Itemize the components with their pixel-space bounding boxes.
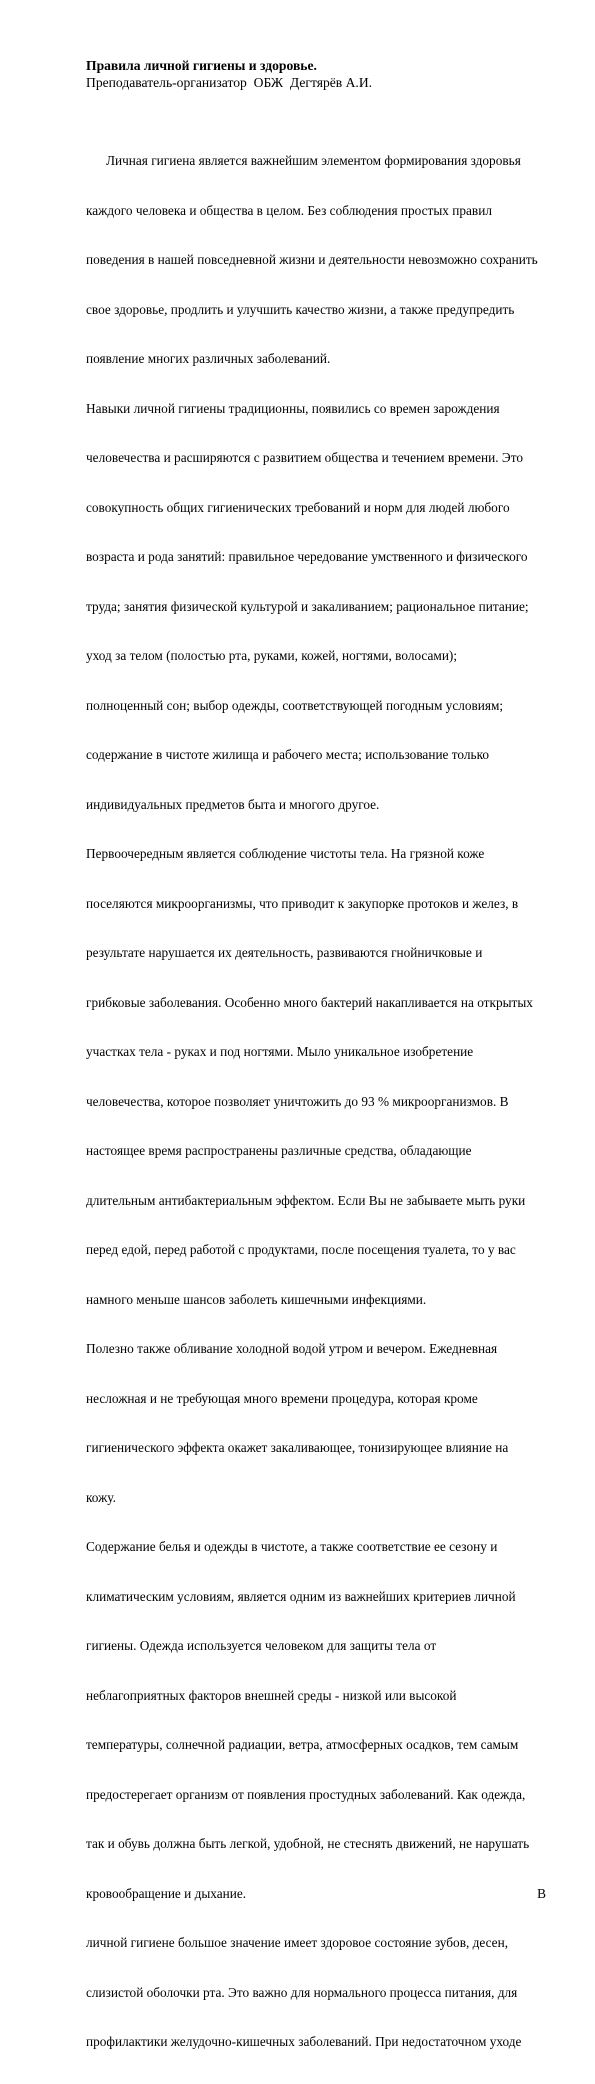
- text-line: совокупность общих гигиенических требований и норм для людей любого: [86, 499, 510, 515]
- text-line: поселяются микроорганизмы, что приводит к закупорке протоков и желез, в: [86, 895, 519, 911]
- split-line-right: В: [537, 1885, 546, 1901]
- text-line: возраста и рода занятий: правильное чередование умственного и физического: [86, 549, 528, 564]
- text-line: гигиены. Одежда используется человеком для защиты тела от: [86, 1638, 437, 1653]
- text-line: полноценный сон; выбор одежды, соответствующей погодным условиям;: [86, 697, 504, 713]
- text-line: гигиенического эффекта окажет закаливающее, тонизирующее влияние на: [86, 1440, 509, 1455]
- text-line: настоящее время распространены различные средства, обладающие: [86, 1143, 472, 1158]
- text-line: намного меньше шансов заболеть кишечными инфекциями.: [86, 1291, 427, 1307]
- text-line: труда; занятия физической культурой и закаливанием; рациональное питание;: [86, 598, 529, 614]
- text-line: каждого человека и общества в целом. Без соблюдения простых правил: [86, 202, 492, 218]
- text-line: появление многих различных заболеваний.: [86, 351, 331, 366]
- text-line: индивидуальных предметов быта и многого другое.: [86, 796, 380, 812]
- text-line: температуры, солнечной радиации, ветра, атмосферных осадков, тем самым: [86, 1737, 519, 1752]
- text-line: Навыки личной гигиены традиционны, появились со времен зарождения: [86, 400, 500, 416]
- document-author: Преподаватель-организатор ОБЖ Дегтярёв А.И.: [86, 75, 373, 90]
- split-line-left: кровообращение и дыхание.: [86, 1885, 247, 1901]
- text-line: слизистой оболочки рта. Это важно для нормального процесса питания, для: [86, 1984, 518, 2000]
- text-line: перед едой, перед работой с продуктами, после посещения туалета, то у вас: [86, 1242, 516, 1257]
- document-header: [86, 57, 546, 91]
- split-text-line: [86, 1886, 546, 1903]
- text-line: Полезно также обливание холодной водой утром и вечером. Ежедневная: [86, 1341, 498, 1356]
- text-line: поведения в нашей повседневной жизни и деятельности невозможно сохранить: [86, 252, 538, 267]
- text-line: климатическим условиям, является одним из важнейших критериев личной: [86, 1588, 516, 1604]
- document-title: Правила личной гигиены и здоровье.: [86, 58, 317, 73]
- document-body: [86, 120, 546, 2084]
- text-line: профилактики желудочно-кишечных заболеваний. При недостаточном уходе: [86, 2034, 522, 2049]
- text-line: предостерегает организм от появления простудных заболеваний. Как одежда,: [86, 1786, 526, 1802]
- text-line: уход за телом (полостью рта, руками, кожей, ногтями, волосами);: [86, 648, 458, 663]
- text-line: результате нарушается их деятельность, развиваются гнойничковые и: [86, 945, 483, 960]
- text-line: длительным антибактериальным эффектом. Если Вы не забываете мыть руки: [86, 1192, 526, 1208]
- text-line: несложная и не требующая много времени процедура, которая кроме: [86, 1390, 478, 1406]
- text-line: так и обувь должна быть легкой, удобной, не стеснять движений, не нарушать: [86, 1836, 530, 1851]
- text-line: Личная гигиена является важнейшим элементом формирования здоровья: [86, 153, 521, 168]
- text-line: участках тела - руках и под ногтями. Мыло уникальное изобретение: [86, 1044, 474, 1059]
- text-line: Содержание белья и одежды в чистоте, а также соответствие ее сезону и: [86, 1539, 498, 1554]
- text-line: свое здоровье, продлить и улучшить качество жизни, а также предупредить: [86, 301, 515, 317]
- text-line: неблагоприятных факторов внешней среды - низкой или высокой: [86, 1687, 457, 1703]
- text-line: человечества, которое позволяет уничтожить до 93 % микроорганизмов. В: [86, 1093, 509, 1109]
- text-line: Первоочередным является соблюдение чистоты тела. На грязной коже: [86, 846, 485, 861]
- text-line: содержание в чистоте жилища и рабочего места; использование только: [86, 747, 490, 762]
- text-line: личной гигиене большое значение имеет здоровое состояние зубов, десен,: [86, 1935, 509, 1950]
- text-line: грибковые заболевания. Особенно много бактерий накапливается на открытых: [86, 994, 533, 1010]
- text-line: кожу.: [86, 1489, 116, 1505]
- text-line: человечества и расширяются с развитием общества и течением времени. Это: [86, 450, 523, 465]
